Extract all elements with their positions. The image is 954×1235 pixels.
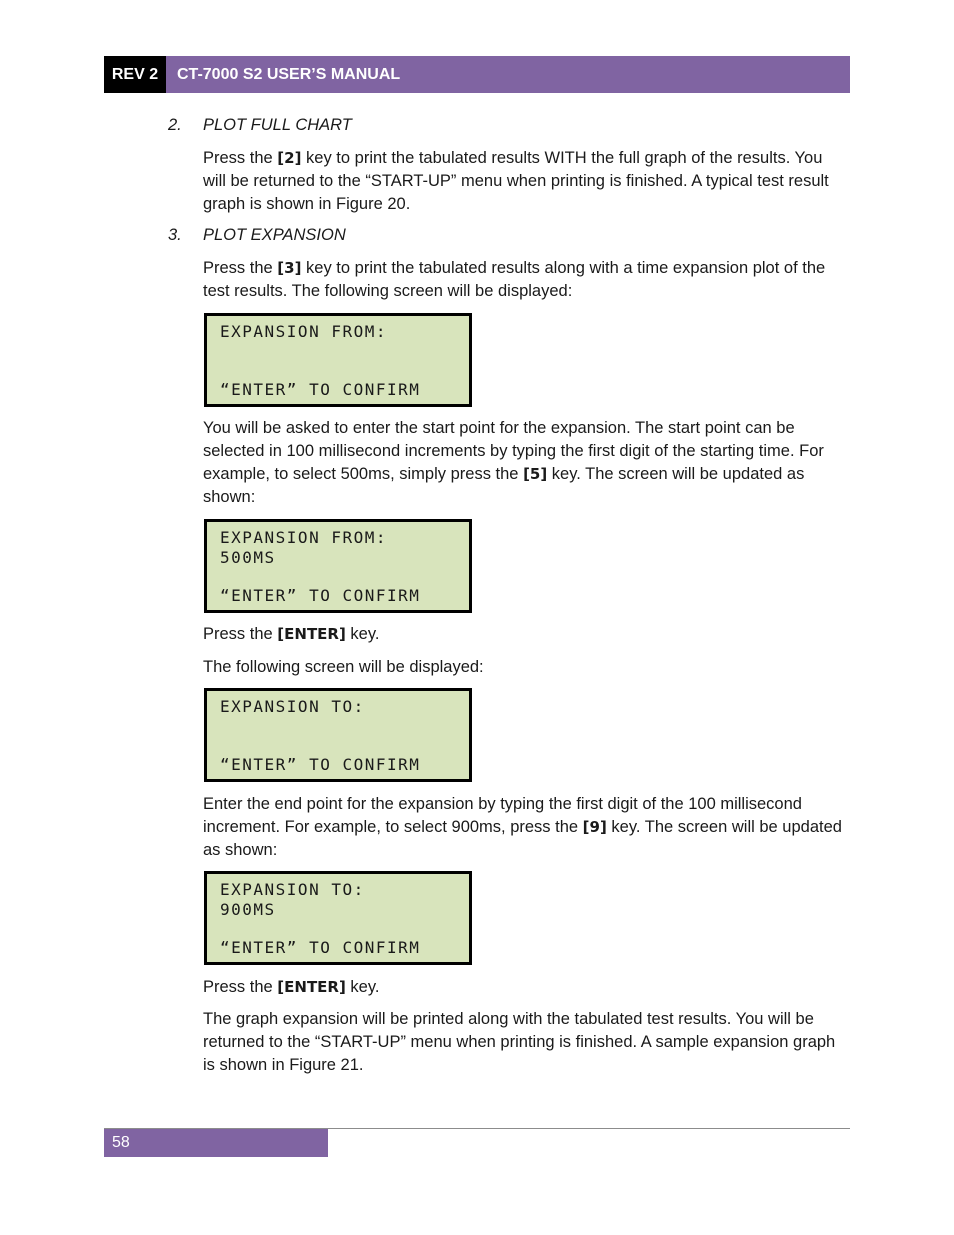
page-header	[104, 56, 850, 93]
lcd-line-1: EXPANSION TO:	[220, 880, 365, 899]
key-9: [9]	[582, 818, 607, 836]
lcd-line-2: 500MS	[220, 548, 276, 567]
paragraph-full-chart: Press the [2] key to print the tabulated results WITH the full graph of the results. You will be returned to the “START-UP” menu when printing is finished. A typical test result graph is shown in Figure 20.	[203, 149, 829, 213]
revision-label: REV 2	[104, 56, 166, 93]
lcd-line-2: 900MS	[220, 900, 276, 919]
item-number: 2.	[168, 116, 182, 134]
key-3: [3]	[277, 259, 302, 277]
lcd-screen-expansion-from	[204, 313, 472, 407]
lcd-screen-expansion-to-900ms	[204, 871, 472, 965]
manual-title: CT-7000 S2 USER’S MANUAL	[166, 56, 850, 93]
lcd-line-4: “ENTER” TO CONFIRM	[220, 380, 421, 399]
paragraph-graph-expansion: The graph expansion will be printed along with the tabulated test results. You will be returned to the “START-UP” menu when printing is finished. A sample expansion graph is shown in Figure 21.	[203, 1010, 836, 1074]
lcd-screen-expansion-to	[204, 688, 472, 782]
key-2: [2]	[277, 149, 302, 167]
item-label: PLOT EXPANSION	[203, 226, 346, 244]
lcd-screen-expansion-from-500ms	[204, 519, 472, 613]
item-label: PLOT FULL CHART	[203, 116, 352, 134]
lcd-line-4: “ENTER” TO CONFIRM	[220, 755, 421, 774]
paragraph-following-screen: The following screen will be displayed:	[203, 658, 484, 676]
key-enter: [ENTER]	[277, 625, 346, 643]
key-5: [5]	[523, 465, 548, 483]
lcd-line-4: “ENTER” TO CONFIRM	[220, 586, 421, 605]
page-number: 58	[104, 1129, 328, 1157]
lcd-line-1: EXPANSION TO:	[220, 697, 365, 716]
lcd-line-1: EXPANSION FROM:	[220, 322, 387, 341]
key-enter: [ENTER]	[277, 978, 346, 996]
paragraph-press-enter-1: Press the [ENTER] key.	[203, 625, 380, 643]
item-plot-full-chart	[168, 116, 352, 135]
lcd-line-1: EXPANSION FROM:	[220, 528, 387, 547]
item-number: 3.	[168, 226, 182, 244]
paragraph-press-enter-2: Press the [ENTER] key.	[203, 978, 380, 996]
paragraph-start-point: You will be asked to enter the start point for the expansion. The start point can be selected in 100 millisecond increments by typing the first digit of the starting time. For example, to select 500ms, simply press the [5] key. The screen will be updated as shown:	[203, 419, 824, 506]
paragraph-expansion: Press the [3] key to print the tabulated results along with a time expansion plot of the test results. The following screen will be displayed:	[203, 259, 826, 300]
lcd-line-4: “ENTER” TO CONFIRM	[220, 938, 421, 957]
paragraph-end-point: Enter the end point for the expansion by typing the first digit of the 100 millisecond increment. For example, to select 900ms, press the [9] key. The screen will be updated as shown:	[203, 795, 842, 859]
item-plot-expansion	[168, 226, 346, 245]
